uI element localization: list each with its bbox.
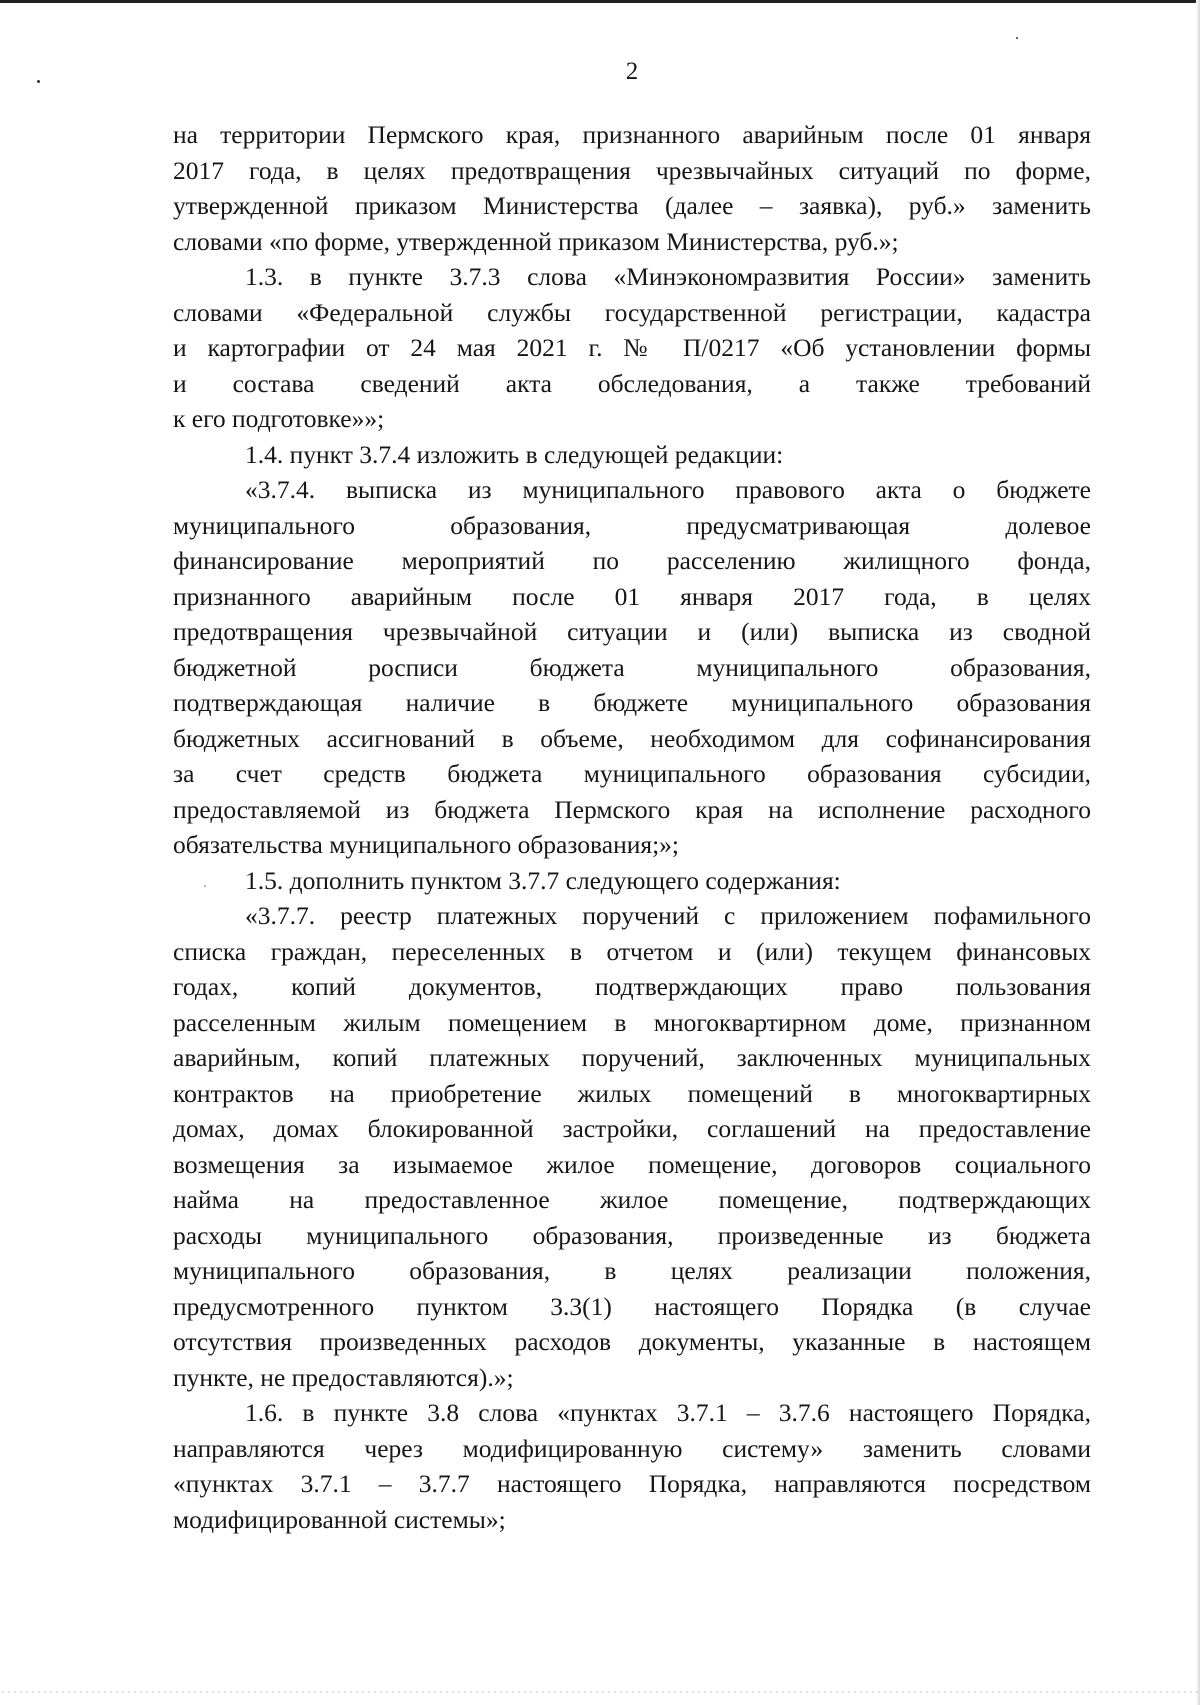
text-line: подтверждающая наличие в бюджете муниципального образования xyxy=(173,688,1091,717)
text-line: словами «по форме, утвержденной приказом Министерства, руб.»; xyxy=(173,226,899,256)
page-number: 2 xyxy=(625,58,639,85)
text-line: отсутствия произведенных расходов документы, указанные в настоящем xyxy=(173,1327,1091,1356)
scan-bottom-noise xyxy=(0,1691,1200,1693)
text-line: словами «Федеральной службы государственной регистрации, кадастра xyxy=(173,297,1091,327)
text-line: годах, копий документов, подтверждающих право пользования xyxy=(173,972,1091,1001)
text-line: списка граждан, переселенных в отчетом и (или) текущем финансовых xyxy=(173,936,1091,966)
text-line: 2017 года, в целях предотвращения чрезвычайных ситуаций по форме, xyxy=(173,155,1091,185)
text-line: утвержденной приказом Министерства (далее – заявка), руб.» заменить xyxy=(173,191,1091,220)
text-line: расходы муниципального образования, произведенные из бюджета xyxy=(173,1220,1091,1250)
text-line: за счет средств бюджета муниципального образования субсидии, xyxy=(173,759,1091,788)
text-line: обязательства муниципального образования;»; xyxy=(173,830,680,859)
text-line: бюджетной росписи бюджета муниципального образования, xyxy=(173,652,1091,682)
text-line: направляются через модифицированную систему» заменить словами xyxy=(173,1433,1091,1463)
text-line: финансирование мероприятий по расселению жилищного фонда, xyxy=(173,546,1091,575)
text-line: пункте, не предоставляются).»; xyxy=(173,1362,514,1392)
text-line: аварийным, копий платежных поручений, заключенных муниципальных xyxy=(173,1043,1091,1072)
text-line: и картографии от 24 мая 2021 г. № П/0217 «Об установлении формы xyxy=(173,333,1091,362)
text-line: бюджетных ассигнований в объеме, необходимом для софинансирования xyxy=(173,723,1091,753)
text-line: 1.4. пункт 3.7.4 изложить в следующей редакции: xyxy=(245,439,784,469)
text-line: домах, домах блокированной застройки, соглашений на предоставление xyxy=(173,1114,1091,1143)
text-line: к его подготовке»»; xyxy=(173,404,385,433)
text-line: и состава сведений акта обследования, а также требований xyxy=(173,368,1091,398)
scan-speck xyxy=(1016,37,1018,39)
text-line: предусмотренного пунктом 3.3(1) настоящего Порядка (в случае xyxy=(173,1291,1091,1321)
text-line: контрактов на приобретение жилых помещений в многоквартирных xyxy=(173,1078,1091,1108)
scan-top-edge xyxy=(0,0,1200,3)
text-line: найма на предоставленное жилое помещение, подтверждающих xyxy=(173,1185,1091,1214)
text-line: расселенным жилым помещением в многоквартирном доме, признанном xyxy=(173,1007,1091,1037)
document-body xyxy=(173,117,1091,1537)
text-line: муниципального образования, предусматривающая долевое xyxy=(173,510,1091,540)
text-line: 1.3. в пункте 3.7.3 слова «Минэкономразвития России» заменить xyxy=(245,262,1091,291)
text-line: 1.6. в пункте 3.8 слова «пунктах 3.7.1 – 3.7.6 настоящего Порядка, xyxy=(245,1398,1091,1427)
scan-right-edge xyxy=(1196,0,1200,1705)
text-line: «пунктах 3.7.1 – 3.7.7 настоящего Порядка, направляются посредством xyxy=(173,1469,1091,1498)
text-line: 1.5. дополнить пунктом 3.7.7 следующего содержания: xyxy=(245,865,841,895)
text-line: возмещения за изымаемое жилое помещение, договоров социального xyxy=(173,1149,1091,1179)
text-line: предоставляемой из бюджета Пермского края на исполнение расходного xyxy=(173,794,1091,824)
text-line: «3.7.4. выписка из муниципального правового акта о бюджете xyxy=(245,475,1091,504)
text-line: муниципального образования, в целях реализации положения, xyxy=(173,1256,1091,1285)
text-line: «3.7.7. реестр платежных поручений с приложением пофамильного xyxy=(245,901,1091,930)
text-line: на территории Пермского края, признанного аварийным после 01 января xyxy=(173,120,1091,149)
text-line: предотвращения чрезвычайной ситуации и (или) выписка из сводной xyxy=(173,617,1091,646)
text-line: признанного аварийным после 01 января 2017 года, в целях xyxy=(173,581,1091,611)
text-line: модифицированной системы»; xyxy=(173,1504,506,1534)
